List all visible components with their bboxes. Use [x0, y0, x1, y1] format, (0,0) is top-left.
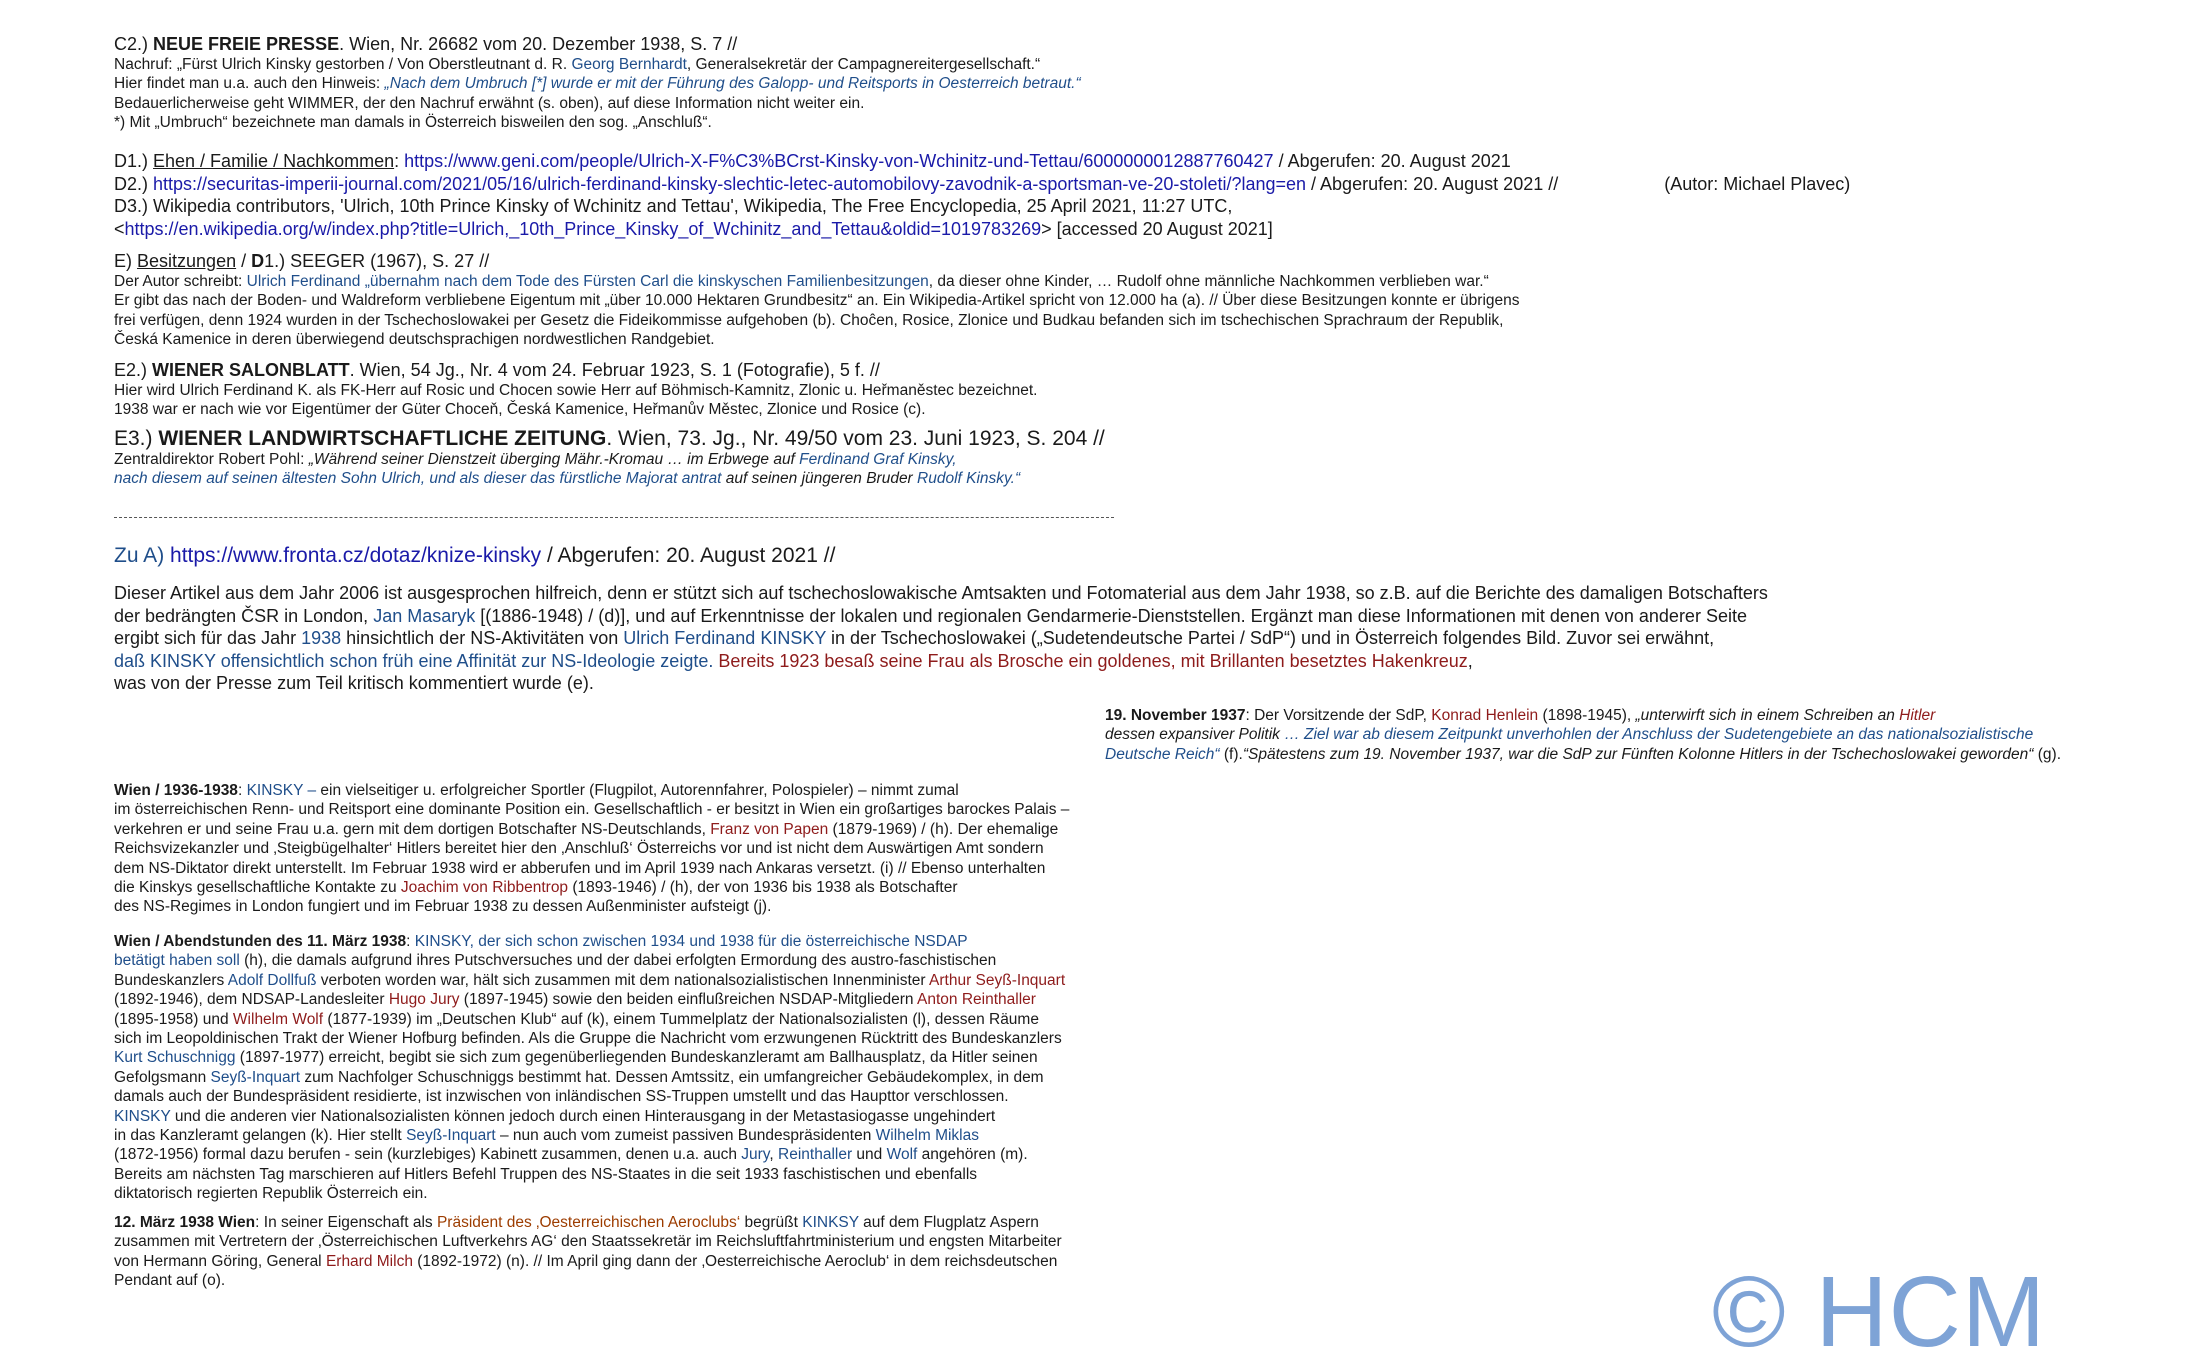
section-nov-1937: 19. November 1937: Der Vorsitzende der SdP, Konrad Henlein (1898-1945), „unterwirft sich in einem Schreiben an Hitler dessen expansiver Politik … Ziel war ab diesem Zeitpunkt unverhohlen der Anschluss der Sudetengebiete an das nationalsozialistische Deutsche Reich“ (f).“Spätestens zum 19. November 1937, war die SdP zur Fünften Kolonne Hitlers in der Tschechoslowakei geworden“ (g).: [1105, 707, 2062, 763]
fronta-link[interactable]: https://www.fronta.cz/dotaz/knize-kinsky: [170, 544, 542, 567]
geni-link[interactable]: https://www.geni.com/people/Ulrich-X-F%C3%BCrst-Kinsky-von-Wchinitz-und-Tettau/6000000012887760427: [404, 151, 1274, 171]
source-title: WIENER LANDWIRTSCHAFTLICHE ZEITUNG: [158, 427, 607, 450]
section-wien-1936: Wien / 1936-1938: KINSKY – ein vielseitiger u. erfolgreicher Sportler (Flugpilot, Autorennfahrer, Polospieler) – nimmt zumal im österreichischen Renn- und Reitsport eine dominante Position ein. Gesellschaftlich - er besitzt in Wien ein großartiges barockes Palais – verkehren er und seine Frau u.a. gern mit dem dortigen Botschafter NS-Deutschlands, Franz von Papen (1879-1969) / (h). Der ehemalige Reichsvizekanzler und ‚Steigbügelhalter‘ Hitlers bereitet hier den ‚Anschluß‘ Österreichs vor und ist nicht dem Auswärtigen Amt sondern dem NS-Diktator direkt unterstellt. Im Februar 1938 wird er abberufen und im April 1939 nach Ankaras versetzt. (i) // Ebenso unterhalten die Kinskys gesellschaftliche Kontakte zu Joachim von Ribbentrop (1893-1946) / (h), der von 1936 bis 1938 als Botschafter des NS-Regimes in London fungiert und im Februar 1938 zu dessen Außenminister aufsteigt (j).: [114, 782, 1070, 916]
author-note: (Autor: Michael Plavec): [1664, 173, 1851, 194]
section-e2: E2.) WIENER SALONBLATT. Wien, 54 Jg., Nr. 4 vom 24. Februar 1923, S. 1 (Fotografie), 5 f. // Hier wird Ulrich Ferdinand K. als FK-Herr auf Rosic und Chocen sowie Herr auf Böhmisch-Kamnitz, Zlonic u. Heřmaněstec bezeichnet. 1938 war er nach wie vor Eigentümer der Güter Choceň, Česká Kamenice, Heřmanův Městec, Zlonice und Rosice (c).: [114, 360, 1038, 419]
source-title: NEUE FREIE PRESSE: [153, 34, 340, 54]
wikipedia-link[interactable]: https://en.wikipedia.org/w/index.php?title=Ulrich,_10th_Prince_Kinsky_of_Wchinitz_and_Tettau&oldid=1019783269: [124, 218, 1042, 239]
section-wien-maerz: Wien / Abendstunden des 11. März 1938: KINSKY, der sich schon zwischen 1934 und 1938 für die österreichische NSDAP betätigt haben soll (h), die damals aufgrund ihres Putschversuches und der dabei erfolgten Ermordung des austro-faschistischen Bundeskanzlers Adolf Dollfuß verboten worden war, hält sich zusammen mit dem nationalsozialistischen Innenminister Arthur Seyß-Inquart (1892-1946), dem NDSAP-Landesleiter Hugo Jury (1897-1945) sowie den beiden einflußreichen NSDAP-Mitgliedern Anton Reinthaller (1895-1958) und Wilhelm Wolf (1877-1939) im „Deutschen Klub“ auf (k), einem Tummelplatz der Nationalsozialisten (l), dessen Räume sich im Leopoldinischen Trakt der Wiener Hofburg befinden. Als die Gruppe die Nachricht vom erzwungenen Rücktritt des Bundeskanzlers Kurt Schuschnigg (1897-1977) erreicht, begibt sie sich zum gegenüberliegenden Bundeskanzleramt am Ballhausplatz, da Hitler seinen Gefolgsmann Seyß-Inquart zum Nachfolger Schuschniggs bestimmt hat. Dessen Amtssitz, ein umfangreicher Gebäudekomplex, in dem damals auch der Bundespräsident residierte, ist inzwischen von inländischen SS-Truppen umstellt und das Haupttor verschlossen. KINSKY und die anderen vier Nationalsozialisten können jedoch durch einen Hinterausgang in der Metastasiogasse ungehindert in das Kanzleramt gelangen (k). Hier stellt Seyß-Inquart – nun auch vom zumeist passiven Bundespräsidenten Wilhelm Miklas (1872-1956) formal dazu berufen - sein (kurzlebiges) Kabinett zusammen, denen u.a. auch Jury, Reinthaller und Wolf angehören (m). Bereits am nächsten Tag marschieren auf Hitlers Befehl Truppen des NS-Staates in die seit 1933 faschistischen und ebenfalls diktatorisch regierten Republik Österreich ein.: [114, 933, 1066, 1203]
zu-a-paragraph: Dieser Artikel aus dem Jahr 2006 ist ausgesprochen hilfreich, denn er stützt sich auf tschechoslowakische Amtsakten und Fotomaterial aus dem Jahr 1938, so z.B. auf die Berichte des damaligen Botschafters der bedrängten ČSR in London, Jan Masaryk [(1886-1948) / (d)], und auf Erkenntnisse der lokalen und regionalen Gendarmerie-Dienststellen. Ergänzt man diese Informationen mit denen von anderer Seite ergibt sich für das Jahr 1938 hinsichtlich der NS-Aktivitäten von Ulrich Ferdinand KINSKY in der Tschechoslowakei („Sudetendeutsche Partei / SdP“) und in Österreich folgendes Bild. Zuvor sei erwähnt, daß KINSKY offensichtlich schon früh eine Affinität zur NS-Ideologie zeigte. Bereits 1923 besaß seine Frau als Brosche ein goldenes, mit Brillanten besetztes Hakenkreuz, was von der Presse zum Teil kritisch kommentiert wurde (e).: [114, 583, 1768, 694]
person-link[interactable]: Georg Bernhardt: [571, 56, 687, 73]
section-zu-a: Zu A) https://www.fronta.cz/dotaz/knize-kinsky / Abgerufen: 20. August 2021 //: [114, 544, 836, 567]
section-12-maerz: 12. März 1938 Wien: In seiner Eigenschaft als Präsident des ‚Oesterreichischen Aeroclubs‘ begrüßt KINKSY auf dem Flugplatz Aspern zusammen mit Vertretern der ‚Österreichischen Luftverkehrs AG‘ den Staatssekretär im Reichsluftfahrtministerium und engsten Mitarbeiter von Hermann Göring, General Erhard Milch (1892-1972) (n). // Im April ging dann der ‚Oesterreichische Aeroclub‘ in dem reichsdeutschen Pendant auf (o).: [114, 1214, 1062, 1290]
section-e: E) Besitzungen / D1.) SEEGER (1967), S. 27 // Der Autor schreibt: Ulrich Ferdinand „übernahm nach dem Tode des Fürsten Carl die kinskyschen Familienbesitzungen, da dieser ohne Kinder, … Rudolf ohne männliche Nachkommen verblieben war.“ Er gibt das nach der Boden- und Waldreform verbliebene Eigentum mit „über 10.000 Hektaren Grundbesitz“ an. Ein Wikipedia-Artikel spricht von 12.000 ha (a). // Über diese Besitzungen konnte er übrigens frei verfügen, denn 1924 wurden in der Tschechoslowakei per Gesetz die Fideikommisse aufgehoben (b). Choĉen, Rosice, Zlonice und Budkau befanden sich im tschechischen Sprachraum der Republik, Česká Kamenice in deren überwiegend deutschsprachigen nordwestlichen Randgebiet.: [114, 251, 1520, 349]
securitas-link[interactable]: https://securitas-imperii-journal.com/2021/05/16/ulrich-ferdinand-kinsky-slechtic-letec-automobilovy-zavodnik-a-sportsman-ve-20-stoleti/?lang=en: [153, 173, 1307, 194]
section-e3: E3.) WIENER LANDWIRTSCHAFTLICHE ZEITUNG. Wien, 73. Jg., Nr. 49/50 vom 23. Juni 1923, S. 204 // Zentraldirektor Robert Pohl: „Während seiner Dienstzeit überging Mähr.-Kromau … im Erbwege auf Ferdinand Graf Kinsky, nach diesem auf seinen ältesten Sohn Ulrich, und als dieser das fürstliche Majorat antrat auf seinen jüngeren Bruder Rudolf Kinsky.“: [114, 427, 1105, 488]
dashed-divider: [114, 517, 1114, 518]
section-c2: C2.) NEUE FREIE PRESSE. Wien, Nr. 26682 vom 20. Dezember 1938, S. 7 // Nachruf: „Fürst Ulrich Kinsky gestorben / Von Oberstleutnant d. R. Georg Bernhardt, Generalsekretär der Campagnereitergesellschaft.“ Hier findet man u.a. auch den Hinweis: „Nach dem Umbruch [*] wurde er mit der Führung des Galopp- und Reitsports in Oesterreich betraut.“ Bedauerlicherweise geht WIMMER, der den Nachruf erwähnt (s. oben), auf diese Information nicht weiter ein. *) Mit „Umbruch“ bezeichnete man damals in Österreich bisweilen den sog. „Anschluß“.: [114, 34, 1081, 132]
source-title: WIENER SALONBLATT: [152, 360, 350, 380]
section-d: D1.) Ehen / Familie / Nachkommen: https://www.geni.com/people/Ulrich-X-F%C3%BCrst-Kinsky-von-Wchinitz-und-Tettau/6000000012887760427 / Abgerufen: 20. August 2021 D2.) https://securitas-imperii-journal.com/2021/05/16/ulrich-ferdinand-kinsky-slechtic-letec-automobilovy-zavodnik-a-sportsman-ve-20-stoleti/?lang=en / Abgerufen: 20. August 2021 // (Autor: Michael Plavec) D3.) Wikipedia contributors, 'Ulrich, 10th Prince Kinsky of Wchinitz and Tettau', Wikipedia, The Free Encyclopedia, 25 April 2021, 11:27 UTC, <https://en.wikipedia.org/w/index.php?title=Ulrich,_10th_Prince_Kinsky_of_Wchinitz_and_Tettau&oldid=1019783269> [accessed 20 August 2021]: [114, 151, 1851, 239]
copyright-watermark: © HCM: [1712, 1256, 2047, 1368]
